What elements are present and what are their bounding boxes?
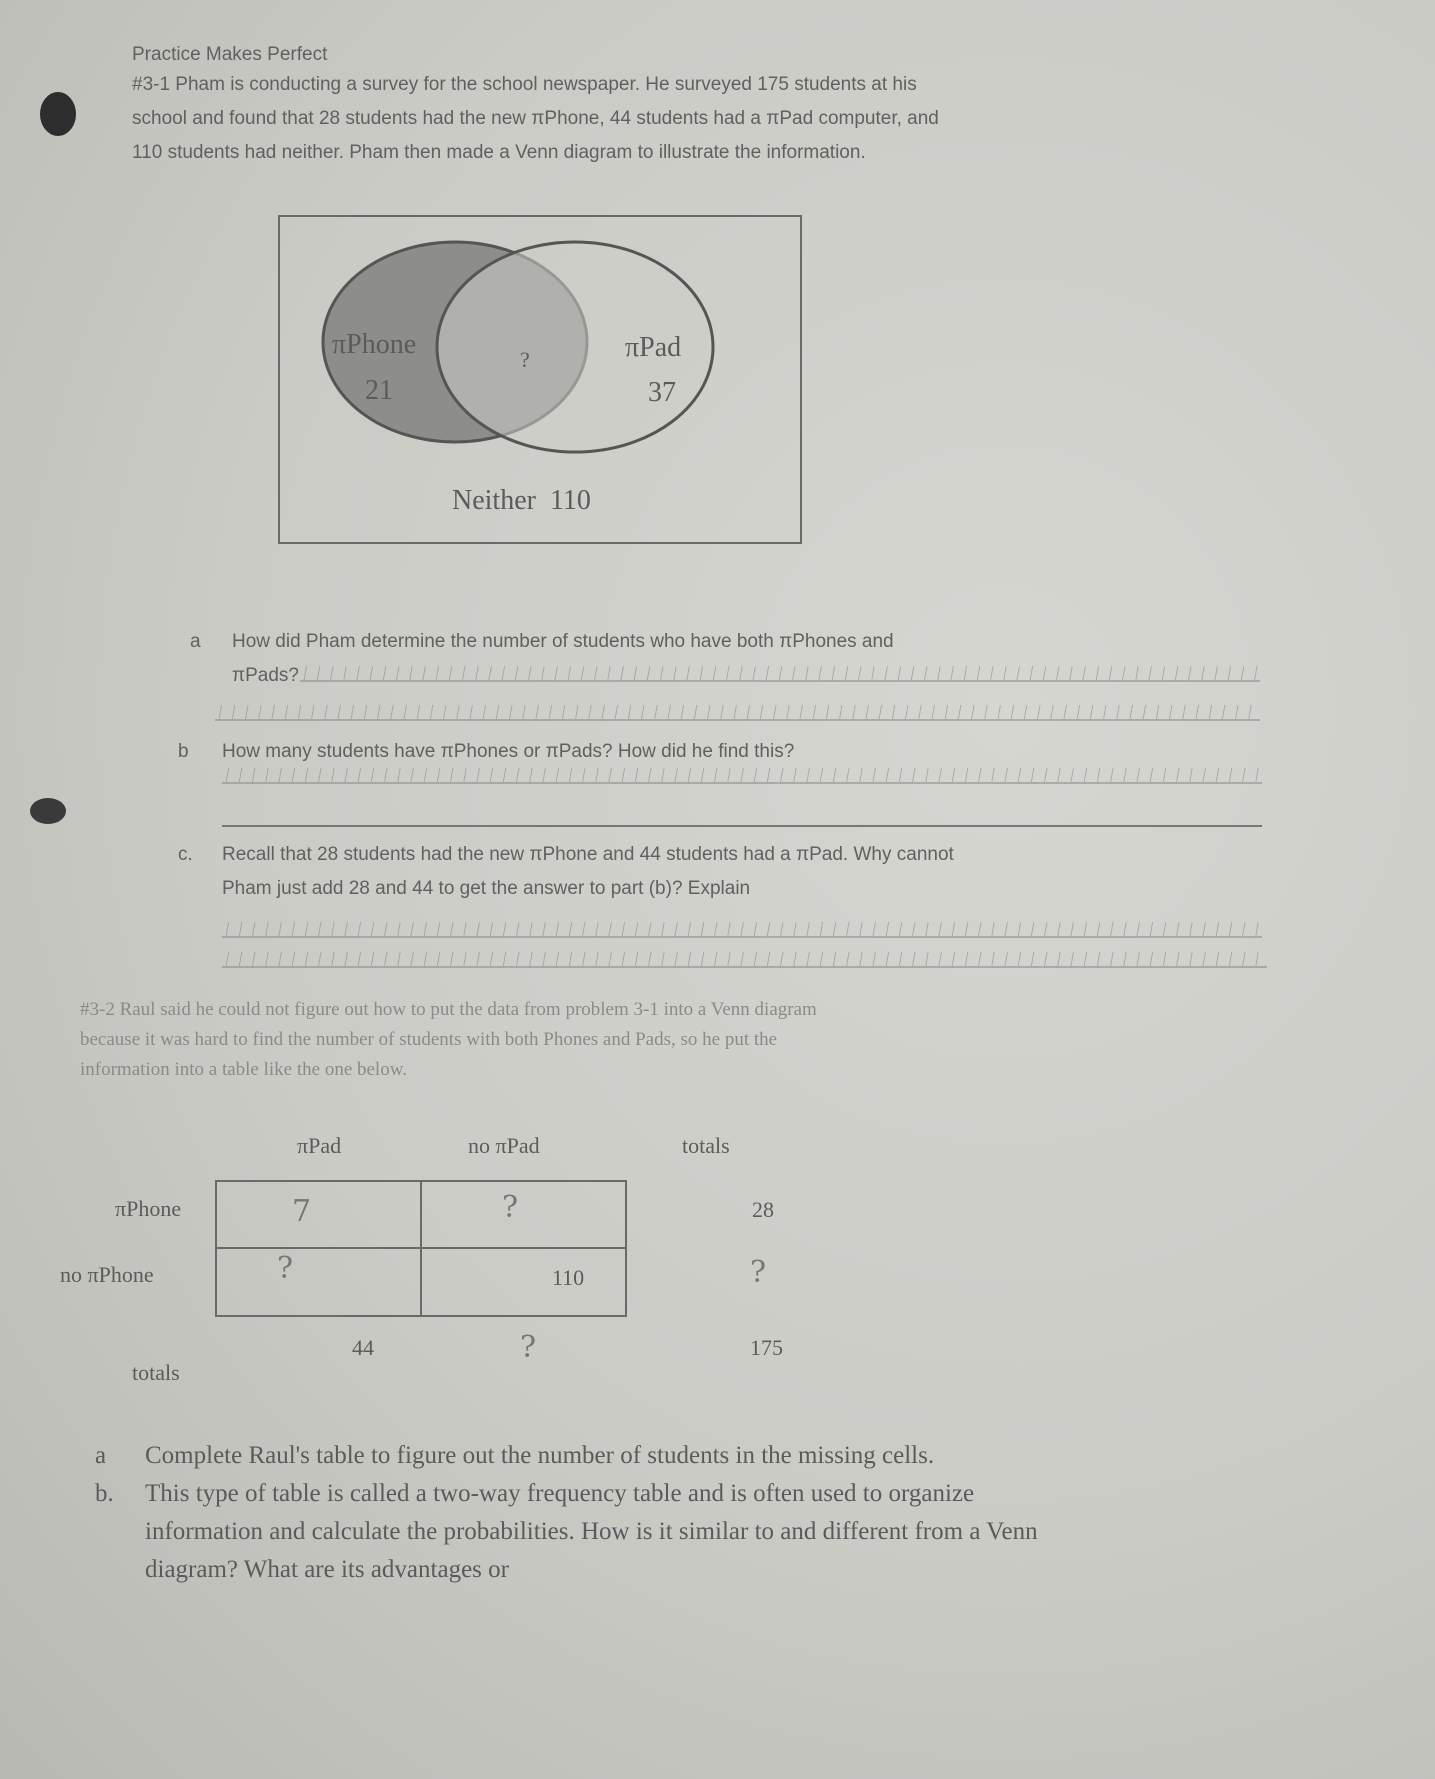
- venn-iphone-value: 21: [365, 375, 393, 406]
- text-line: Complete Raul's table to figure out the number of students in the missing cells.: [145, 1442, 935, 1469]
- venn-iphone-label: πPhone: [332, 329, 417, 360]
- grand-total: 175: [750, 1335, 783, 1360]
- text-line: #3-1 Pham is conducting a survey for the school newspaper. He surveyed 175 students at his: [132, 74, 917, 95]
- text-line: because it was hard to find the number of students with both Phones and Pads, so he put the: [80, 1029, 778, 1050]
- problem-2-questions: [95, 1437, 1415, 1589]
- problem-1-text: [132, 68, 1272, 170]
- text-line: diagram? What are its advantages or: [145, 1556, 509, 1583]
- text-line: Pham just add 28 and 44 to get the answer to part (b)? Explain: [222, 878, 751, 899]
- neither-label: Neither: [452, 485, 536, 516]
- question-b-letter: b: [178, 741, 189, 762]
- question-a-letter: a: [190, 631, 201, 652]
- row-total-no-iphone: ?: [750, 1255, 767, 1290]
- venn-ipad-label: πPad: [625, 332, 682, 363]
- binder-hole: [30, 798, 66, 824]
- question-letter: a: [95, 1442, 107, 1469]
- col-header-totals: totals: [682, 1133, 730, 1158]
- col-total-ipad: 44: [352, 1335, 374, 1360]
- cell-value: ?: [277, 1251, 294, 1286]
- text-line: How did Pham determine the number of students who have both πPhones and: [232, 631, 894, 652]
- answer-line[interactable]: [300, 666, 1260, 682]
- text-line: πPads?: [232, 665, 299, 686]
- answer-line[interactable]: [222, 825, 1262, 827]
- two-way-table: [215, 1180, 627, 1317]
- text-line: 110 students had neither. Pham then made a Venn diagram to illustrate the information.: [132, 142, 866, 163]
- text-line: information and calculate the probabilities. How is it similar to and different from a Venn: [145, 1518, 1038, 1545]
- answer-line[interactable]: [222, 768, 1262, 784]
- row-header-iphone: πPhone: [115, 1196, 182, 1221]
- question-a-text: [232, 625, 894, 693]
- neither-value: 110: [549, 485, 591, 516]
- text-line: #3-2 Raul said he could not figure out how to put the data from problem 3-1 into a Venn diagram: [80, 999, 817, 1020]
- problem-2-text: [80, 995, 1340, 1085]
- table-cell[interactable]: [422, 1249, 625, 1315]
- binder-hole: [40, 92, 76, 136]
- text-line: This type of table is called a two-way frequency table and is often used to organize: [145, 1480, 975, 1507]
- question-2b: [95, 1475, 1415, 1513]
- text-line: information into a table like the one below.: [80, 1059, 407, 1080]
- venn-diagram: [278, 215, 802, 544]
- row-header-no-iphone: no πPhone: [60, 1262, 154, 1287]
- question-c-text: [222, 838, 954, 906]
- col-header-ipad: πPad: [297, 1133, 342, 1158]
- venn-ipad-value: 37: [648, 377, 676, 408]
- answer-line[interactable]: [222, 922, 1262, 938]
- text-line: school and found that 28 students had the new πPhone, 44 students had a πPad computer, and: [132, 108, 939, 129]
- table-cell[interactable]: [217, 1182, 422, 1249]
- table-cell[interactable]: [217, 1249, 422, 1315]
- table-cell[interactable]: [422, 1182, 625, 1249]
- text-line: Recall that 28 students had the new πPhone and 44 students had a πPad. Why cannot: [222, 844, 954, 865]
- row-header-totals: totals: [132, 1360, 180, 1385]
- venn-overlap-value: ?: [520, 347, 530, 372]
- venn-neither: [452, 485, 591, 517]
- row-total-iphone: 28: [752, 1197, 774, 1222]
- cell-value: 7: [292, 1194, 312, 1229]
- answer-line[interactable]: [215, 705, 1260, 721]
- page-heading: Practice Makes Perfect: [132, 44, 328, 65]
- question-letter: b.: [95, 1480, 114, 1507]
- question-c-letter: c.: [178, 844, 193, 865]
- question-b-text: How many students have πPhones or πPads? How did he find this?: [222, 741, 795, 762]
- cell-value: ?: [502, 1190, 519, 1225]
- col-total-no-ipad: ?: [520, 1330, 537, 1365]
- question-2a: [95, 1437, 1415, 1475]
- col-header-no-ipad: no πPad: [468, 1133, 540, 1158]
- cell-value: 110: [552, 1265, 585, 1290]
- answer-line[interactable]: [222, 952, 1267, 968]
